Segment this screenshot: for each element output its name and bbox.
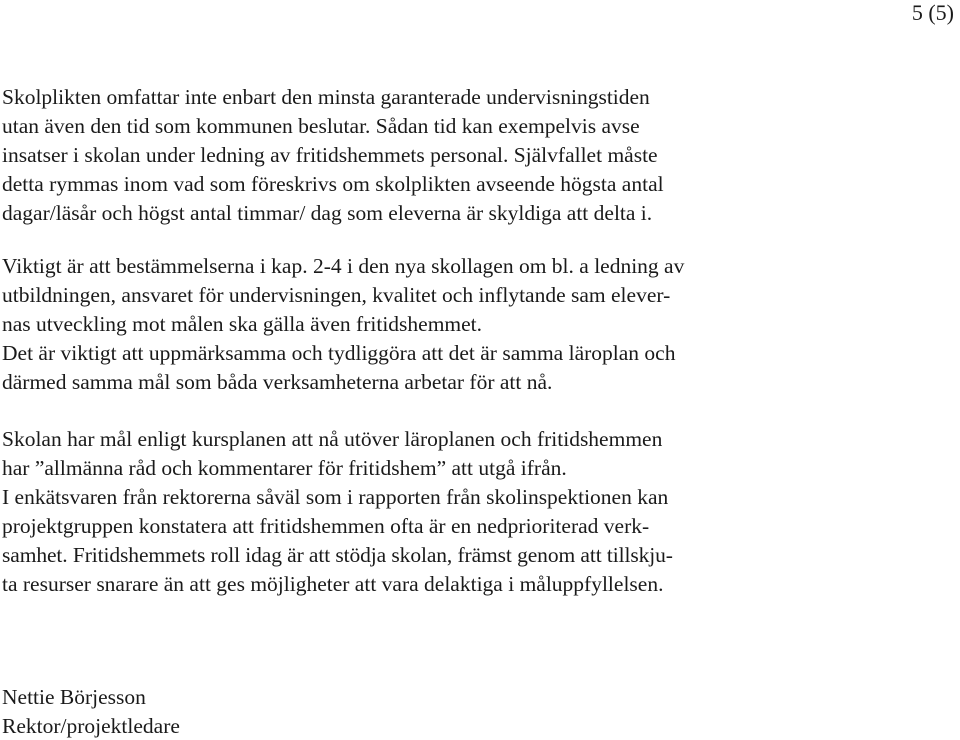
paragraph-line: därmed samma mål som båda verksamheterna arbetar för att nå.: [2, 370, 553, 394]
paragraph-line: ta resurser snarare än att ges möjligheter att vara delaktiga i måluppfyllelsen.: [2, 572, 664, 596]
signature-name: Nettie Börjesson: [2, 685, 146, 709]
paragraph-line: Det är viktigt att uppmärksamma och tydliggöra att det är samma läroplan och: [2, 341, 676, 365]
paragraph-line: utan även den tid som kommunen beslutar. Sådan tid kan exempelvis avse: [2, 114, 640, 138]
paragraph-line: I enkätsvaren från rektorerna såväl som i rapporten från skolinspektionen kan: [2, 485, 669, 509]
page-number: 5 (5): [911, 0, 954, 25]
paragraph-line: Viktigt är att bestämmelserna i kap. 2-4 i den nya skollagen om bl. a ledning av: [2, 254, 685, 278]
paragraph-line: Skolan har mål enligt kursplanen att nå utöver läroplanen och fritidshemmen: [2, 427, 663, 451]
paragraph-line: projektgruppen konstatera att fritidshemmen ofta är en nedprioriterad verk-: [2, 514, 650, 538]
paragraph-line: Skolplikten omfattar inte enbart den minsta garanterade undervisningstiden: [2, 85, 650, 109]
paragraph-line: har ”allmänna råd och kommentarer för fritidshem” att utgå ifrån.: [2, 456, 567, 480]
paragraph-line: nas utveckling mot målen ska gälla även fritidshemmet.: [2, 312, 483, 336]
paragraph-line: samhet. Fritidshemmets roll idag är att stödja skolan, främst genom att tillskju-: [2, 543, 673, 567]
paragraph-line: detta rymmas inom vad som föreskrivs om skolplikten avseende högsta antal: [2, 172, 664, 196]
paragraph-line: utbildningen, ansvaret för undervisningen, kvalitet och inflytande sam elever-: [2, 283, 671, 307]
paragraph-line: dagar/läsår och högst antal timmar/ dag som eleverna är skyldiga att delta i.: [2, 201, 653, 225]
signature-title: Rektor/projektledare: [2, 714, 180, 738]
paragraph-line: insatser i skolan under ledning av fritidshemmets personal. Självfallet måste: [2, 143, 658, 167]
